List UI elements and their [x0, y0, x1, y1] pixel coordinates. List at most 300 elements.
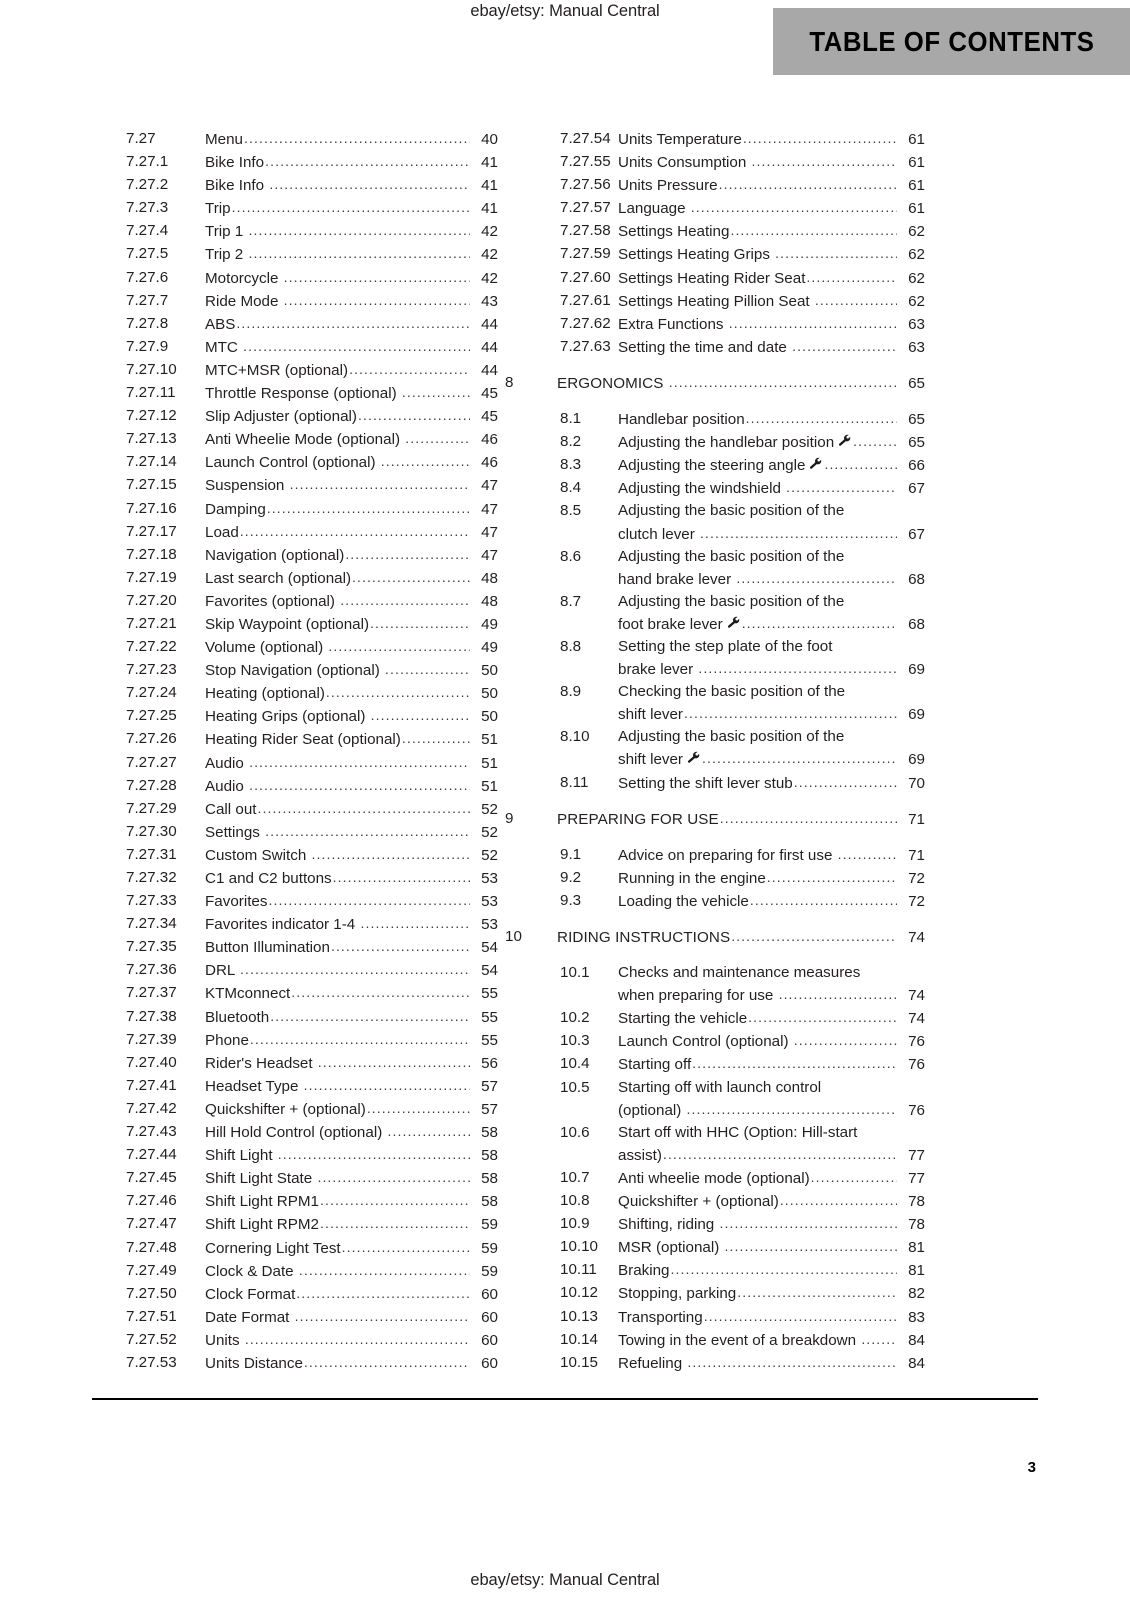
- toc-entry-title-block: [618, 197, 925, 220]
- toc-entry[interactable]: [505, 1306, 925, 1329]
- toc-entry[interactable]: [505, 1213, 925, 1236]
- toc-entry[interactable]: [505, 1053, 925, 1076]
- toc-entry[interactable]: [126, 220, 498, 243]
- toc-entry[interactable]: [126, 1329, 498, 1352]
- wrench-icon: [727, 616, 740, 629]
- leader-dots: [405, 427, 470, 449]
- toc-entry[interactable]: [126, 590, 498, 613]
- toc-entry[interactable]: [505, 867, 925, 890]
- leader-dots: [320, 1212, 470, 1234]
- toc-entry-page: 77: [908, 1169, 925, 1187]
- toc-entry-page: 84: [908, 1331, 925, 1349]
- toc-entry-title: Starting the vehicle: [618, 1010, 748, 1028]
- toc-entry[interactable]: [126, 1213, 498, 1236]
- toc-entry[interactable]: [126, 359, 498, 382]
- toc-entry-title: Quickshifter + (optional): [618, 1193, 779, 1211]
- toc-entry[interactable]: [505, 844, 925, 867]
- toc-entry-title-block: [205, 313, 498, 336]
- toc-column-left: [126, 128, 498, 1375]
- toc-entry-number: 8.7: [560, 592, 582, 610]
- toc-entry-page: 65: [908, 374, 925, 392]
- toc-entry-title: Volume (optional): [205, 639, 328, 657]
- toc-entry-title: Last search (optional): [205, 569, 352, 587]
- toc-entry-page: 69: [908, 751, 925, 769]
- toc-entry-title-block: [618, 1122, 925, 1167]
- toc-entry[interactable]: [126, 613, 498, 636]
- toc-entry-title: shift lever: [618, 706, 683, 724]
- toc-entry[interactable]: [505, 546, 925, 591]
- leader-dots: [698, 657, 897, 679]
- leader-dots: [794, 771, 897, 793]
- toc-entry-page: 57: [481, 1100, 498, 1118]
- toc-entry-title: Slip Adjuster (optional): [205, 408, 357, 426]
- toc-entry[interactable]: [505, 220, 925, 243]
- toc-entry-number: 7.27.49: [126, 1261, 177, 1279]
- toc-entry[interactable]: [505, 1007, 925, 1030]
- toc-entry-title: Bike Info: [205, 154, 265, 172]
- toc-entry[interactable]: [505, 1236, 925, 1259]
- toc-entry-title-block: [618, 290, 925, 313]
- toc-entry[interactable]: [505, 1259, 925, 1282]
- footer-divider: [92, 1398, 1038, 1400]
- leader-dots: [240, 520, 470, 542]
- watermark-header: ebay/etsy: Manual Central: [470, 2, 660, 20]
- toc-entry[interactable]: [126, 1283, 498, 1306]
- toc-entry-title-block: [205, 705, 498, 728]
- toc-entry-number: 7.27.29: [126, 799, 177, 817]
- toc-entry[interactable]: [126, 1237, 498, 1260]
- toc-entry[interactable]: [126, 151, 498, 174]
- toc-entry[interactable]: [126, 636, 498, 659]
- toc-entry-title-block: [618, 1329, 925, 1352]
- leader-dots: [270, 1005, 470, 1027]
- leader-dots: [370, 612, 470, 634]
- toc-entry-number: 10.12: [560, 1284, 599, 1302]
- toc-entry-number: 7.27.62: [560, 314, 611, 332]
- toc-entry-title-block: [205, 636, 498, 659]
- toc-entry[interactable]: [505, 408, 925, 431]
- toc-entry[interactable]: [126, 1306, 498, 1329]
- toc-entry-title-block: [618, 726, 925, 771]
- toc-entry[interactable]: [505, 772, 925, 795]
- toc-entry[interactable]: [126, 982, 498, 1005]
- toc-entry-number: 9.3: [560, 891, 582, 909]
- toc-entry-number: 7.27.19: [126, 568, 177, 586]
- toc-entry-number: 7.27.38: [126, 1007, 177, 1025]
- toc-entry-page: 72: [908, 869, 925, 887]
- toc-entry[interactable]: [126, 659, 498, 682]
- toc-entry-page: 58: [481, 1170, 498, 1188]
- toc-entry-number: 10.13: [560, 1307, 599, 1325]
- leader-dots: [792, 335, 897, 357]
- wrench-icon: [687, 751, 700, 764]
- toc-entry[interactable]: [126, 867, 498, 890]
- toc-entry[interactable]: [126, 128, 498, 151]
- toc-entry[interactable]: [505, 1329, 925, 1352]
- toc-entry[interactable]: [126, 451, 498, 474]
- toc-entry-title-block: [618, 243, 925, 266]
- leader-dots: [719, 173, 897, 195]
- toc-entry-title: Extra Functions: [618, 315, 728, 333]
- toc-entry[interactable]: [126, 1144, 498, 1167]
- toc-entry-title: Favorites indicator 1-4: [205, 916, 360, 934]
- toc-entry-title: Button Illumination: [205, 939, 330, 957]
- toc-entry[interactable]: [505, 1077, 925, 1122]
- toc-entry[interactable]: [505, 1167, 925, 1190]
- leader-dots: [743, 127, 897, 149]
- toc-entry[interactable]: [505, 431, 925, 454]
- toc-entry[interactable]: [126, 959, 498, 982]
- toc-entry-title: Trip 2: [205, 246, 248, 264]
- toc-entry-title-block: [205, 936, 498, 959]
- toc-entry[interactable]: [126, 798, 498, 821]
- leader-dots: [736, 567, 897, 589]
- toc-entry[interactable]: [505, 636, 925, 681]
- toc-entry[interactable]: [505, 726, 925, 771]
- toc-entry-number: 7.27.8: [126, 314, 169, 332]
- watermark-footer: ebay/etsy: Manual Central: [470, 1571, 660, 1589]
- leader-dots: [387, 1120, 470, 1142]
- toc-entry-page: 48: [481, 592, 498, 610]
- toc-entry[interactable]: [126, 821, 498, 844]
- toc-entry-number: 9.1: [560, 845, 582, 863]
- toc-entry-title: Quickshifter + (optional): [205, 1100, 366, 1118]
- leader-dots: [349, 358, 470, 380]
- toc-entry-page: 51: [481, 754, 498, 772]
- toc-entry[interactable]: [126, 521, 498, 544]
- toc-entry-number: 7.27.11: [126, 384, 176, 402]
- toc-entry[interactable]: [505, 454, 925, 477]
- toc-entry[interactable]: [126, 775, 498, 798]
- toc-entry[interactable]: [505, 1122, 925, 1167]
- toc-entry-title-block: [205, 959, 498, 982]
- toc-entry-title-block: [205, 382, 498, 405]
- toc-entry-title: Navigation (optional): [205, 546, 345, 564]
- toc-entry-title: Cornering Light Test: [205, 1239, 341, 1257]
- toc-entry[interactable]: [126, 267, 498, 290]
- toc-entry-number: 7.27.42: [126, 1099, 177, 1117]
- toc-entry-title-block: [205, 844, 498, 867]
- toc-entry-title-block: [205, 544, 498, 567]
- toc-entry-title-block: [205, 428, 498, 451]
- toc-entry[interactable]: [505, 336, 925, 359]
- toc-entry-title-block: [205, 1190, 498, 1213]
- toc-entry-page: 50: [481, 685, 498, 703]
- toc-entry-number: 8.9: [560, 683, 582, 701]
- toc-entry[interactable]: [505, 1030, 925, 1053]
- toc-entry-number: 7.27.53: [126, 1353, 177, 1371]
- toc-entry[interactable]: [126, 1352, 498, 1375]
- toc-entry-title-block: [618, 174, 925, 197]
- leader-dots: [385, 658, 470, 680]
- toc-entry[interactable]: [505, 477, 925, 500]
- toc-entry-title: Anti wheelie mode (optional): [618, 1169, 810, 1187]
- toc-entry-title-block: [205, 290, 498, 313]
- leader-dots: [748, 1006, 897, 1028]
- toc-entry-page: 67: [908, 480, 925, 498]
- toc-entry-title: Launch Control (optional): [205, 454, 380, 472]
- toc-entry-title: hand brake lever: [618, 570, 736, 588]
- toc-entry-page: 77: [908, 1146, 925, 1164]
- leader-dots: [750, 889, 897, 911]
- toc-entry-page: 62: [908, 269, 925, 287]
- toc-entry-title-block: [205, 775, 498, 798]
- toc-entry-title-block: [205, 267, 498, 290]
- toc-entry[interactable]: [505, 243, 925, 266]
- toc-entry-title: Adjusting the basic position of the: [618, 592, 845, 610]
- toc-entry-number: 7.27.13: [126, 430, 177, 448]
- leader-dots: [250, 1028, 470, 1050]
- toc-entry[interactable]: [505, 290, 925, 313]
- leader-dots: [702, 747, 897, 769]
- toc-entry[interactable]: [505, 808, 925, 831]
- toc-entry-title: Towing in the event of a breakdown: [618, 1331, 861, 1349]
- leader-dots: [284, 266, 470, 288]
- toc-entry[interactable]: [126, 1075, 498, 1098]
- toc-entry-number: 7.27.3: [126, 199, 169, 217]
- toc-entry-page: 51: [481, 777, 498, 795]
- toc-entry-title: Units: [205, 1331, 244, 1349]
- leader-dots: [687, 1351, 897, 1373]
- leader-dots: [326, 681, 470, 703]
- leader-dots: [367, 1097, 470, 1119]
- toc-entry[interactable]: [126, 936, 498, 959]
- toc-entry-number: 7.27.56: [560, 176, 611, 194]
- toc-entry[interactable]: [505, 174, 925, 197]
- toc-entry-page: 53: [481, 916, 498, 934]
- toc-entry-number: 8.1: [560, 410, 582, 428]
- leader-dots: [267, 497, 470, 519]
- toc-entry-number: 7.27.23: [126, 661, 177, 679]
- toc-entry-number: 7.27.1: [126, 153, 169, 171]
- toc-entry-title: Menu: [205, 131, 243, 148]
- toc-entry[interactable]: [505, 197, 925, 220]
- toc-entry[interactable]: [126, 1121, 498, 1144]
- toc-entry-number: 7.27.17: [126, 522, 177, 540]
- toc-entry-title: Shifting, riding: [618, 1216, 719, 1234]
- toc-entry-page: 47: [481, 477, 498, 495]
- toc-entry[interactable]: [505, 313, 925, 336]
- toc-entry-title-block: [618, 546, 925, 591]
- toc-entry-title-block: [618, 500, 925, 545]
- toc-entry[interactable]: [126, 913, 498, 936]
- toc-entry[interactable]: [126, 1190, 498, 1213]
- toc-entry-number: 8.11: [560, 773, 589, 791]
- toc-entry-page: 43: [481, 292, 498, 310]
- toc-entry-page: 60: [481, 1331, 498, 1349]
- toc-entry-number: 7.27.4: [126, 222, 169, 240]
- toc-entry[interactable]: [126, 682, 498, 705]
- toc-entry[interactable]: [126, 752, 498, 775]
- toc-entry[interactable]: [505, 926, 925, 949]
- toc-entry[interactable]: [505, 1190, 925, 1213]
- toc-entry-title: Audio: [205, 754, 249, 772]
- toc-entry[interactable]: [126, 428, 498, 451]
- toc-entry[interactable]: [126, 1006, 498, 1029]
- toc-entry-number: 9.2: [560, 868, 582, 886]
- toc-entry[interactable]: [126, 498, 498, 521]
- toc-entry-title-block: [205, 659, 498, 682]
- toc-entry[interactable]: [126, 1167, 498, 1190]
- toc-entry-page: 58: [481, 1147, 498, 1165]
- toc-entry-page: 76: [908, 1056, 925, 1074]
- leader-dots: [779, 983, 897, 1005]
- toc-entry-page: 54: [481, 939, 498, 957]
- toc-entry[interactable]: [505, 681, 925, 726]
- toc-entry-title: Adjusting the basic position of the: [618, 547, 845, 565]
- toc-entry-title: Checking the basic position of the: [618, 683, 846, 701]
- toc-entry-number: 7.27.15: [126, 476, 177, 494]
- toc-entry-title-block: [205, 128, 498, 151]
- toc-entry-title: Date Format: [205, 1308, 294, 1326]
- toc-entry-title: Language: [618, 200, 690, 218]
- leader-dots: [775, 242, 897, 264]
- toc-entry-title-block: [618, 431, 925, 454]
- toc-entry[interactable]: [505, 591, 925, 636]
- toc-entry[interactable]: [505, 890, 925, 913]
- leader-dots: [381, 450, 470, 472]
- leader-dots: [304, 1351, 470, 1373]
- toc-entry-title: Setting the shift lever stub: [618, 774, 793, 792]
- toc-entry[interactable]: [126, 844, 498, 867]
- toc-entry[interactable]: [505, 128, 925, 151]
- toc-entry[interactable]: [126, 1029, 498, 1052]
- toc-entry-title-block: [205, 1237, 498, 1260]
- leader-dots: [704, 1305, 897, 1327]
- toc-entry-number: 7.27.16: [126, 499, 177, 517]
- toc-entry-title: Starting off: [618, 1056, 692, 1074]
- toc-entry-number: 7.27.40: [126, 1053, 177, 1071]
- toc-entry-page: 60: [481, 1285, 498, 1303]
- leader-dots: [691, 196, 897, 218]
- toc-entry[interactable]: [126, 728, 498, 751]
- toc-entry-title: RIDING INSTRUCTIONS: [557, 929, 731, 946]
- toc-entry-page: 44: [481, 315, 498, 333]
- toc-entry-title: Shift Light RPM2: [205, 1216, 319, 1234]
- leader-dots: [720, 807, 897, 829]
- toc-entry-number: 10.15: [560, 1353, 599, 1371]
- leader-dots: [295, 1305, 470, 1327]
- toc-entry[interactable]: [126, 197, 498, 220]
- toc-entry[interactable]: [126, 290, 498, 313]
- toc-entry-title-block: [618, 1306, 925, 1329]
- toc-entry[interactable]: [126, 336, 498, 359]
- toc-entry[interactable]: [126, 474, 498, 497]
- leader-dots: [684, 702, 897, 724]
- toc-entry-number: 8.10: [560, 728, 590, 746]
- toc-entry-title-block: [205, 1352, 498, 1375]
- toc-entry-number: 7.27.51: [126, 1307, 177, 1325]
- toc-entry-title: Adjusting the steering angle: [618, 457, 806, 475]
- toc-entry-title: Headset Type: [205, 1077, 303, 1095]
- leader-dots: [752, 150, 897, 172]
- toc-entry[interactable]: [126, 1052, 498, 1075]
- toc-entry-page: 65: [908, 411, 925, 429]
- toc-entry[interactable]: [505, 1352, 925, 1375]
- toc-entry-title: Skip Waypoint (optional): [205, 615, 370, 633]
- toc-entry[interactable]: [126, 313, 498, 336]
- toc-entry-title: Stopping, parking: [618, 1285, 737, 1303]
- toc-entry[interactable]: [126, 405, 498, 428]
- toc-entry-page: 78: [908, 1216, 925, 1234]
- toc-entry-title-block: [205, 405, 498, 428]
- toc-entry-title: shift lever: [618, 751, 683, 769]
- toc-entry-number: 7.27.30: [126, 822, 177, 840]
- toc-entry-number: 10.8: [560, 1192, 590, 1210]
- toc-entry[interactable]: [126, 1098, 498, 1121]
- leader-dots: [342, 1236, 470, 1258]
- toc-entry-title-block: [205, 890, 498, 913]
- toc-entry[interactable]: [126, 567, 498, 590]
- leader-dots: [360, 912, 470, 934]
- toc-entry-title: Heating Grips (optional): [205, 708, 370, 726]
- toc-entry-number: 10.1: [560, 964, 590, 982]
- toc-entry-title-block: [205, 798, 498, 821]
- toc-entry-page: 47: [481, 500, 498, 518]
- leader-dots: [265, 150, 470, 172]
- toc-entry-title: Shift Light: [205, 1147, 277, 1165]
- toc-entry-title-block: [205, 752, 498, 775]
- leader-dots: [737, 1281, 897, 1303]
- toc-entry[interactable]: [505, 962, 925, 1007]
- toc-entry[interactable]: [126, 382, 498, 405]
- toc-entry[interactable]: [505, 500, 925, 545]
- toc-entry[interactable]: [505, 372, 925, 395]
- toc-entry-number: 7.27.43: [126, 1123, 177, 1141]
- toc-entry[interactable]: [126, 890, 498, 913]
- toc-entry[interactable]: [505, 151, 925, 174]
- toc-entry-title: Favorites (optional): [205, 592, 340, 610]
- toc-entry-title: Damping: [205, 500, 266, 518]
- toc-entry-page: 58: [481, 1193, 498, 1211]
- toc-entry-title: Stop Navigation (optional): [205, 662, 384, 680]
- toc-entry-page: 42: [481, 223, 498, 241]
- toc-entry-title-block: [618, 1352, 925, 1375]
- toc-entry-title: Loading the vehicle: [618, 892, 749, 910]
- toc-entry[interactable]: [126, 705, 498, 728]
- toc-entry-title: Settings Heating Pillion Seat: [618, 292, 814, 310]
- toc-entry-title: Transporting: [618, 1308, 703, 1326]
- leader-dots: [278, 1143, 470, 1165]
- toc-entry-title-block: [205, 336, 498, 359]
- toc-entry[interactable]: [126, 544, 498, 567]
- toc-entry-title: Load: [205, 523, 239, 541]
- toc-entry-title-block: [618, 1030, 925, 1053]
- toc-entry-number: 7.27.27: [126, 753, 177, 771]
- toc-entry[interactable]: [126, 243, 498, 266]
- toc-entry-title-block: [557, 372, 925, 395]
- toc-entry-number: 7.27.36: [126, 961, 177, 979]
- toc-entry-page: 55: [481, 1008, 498, 1026]
- toc-entry[interactable]: [126, 174, 498, 197]
- toc-entry-page: 72: [908, 892, 925, 910]
- toc-entry-title-block: [205, 1329, 498, 1352]
- toc-entry[interactable]: [505, 1282, 925, 1305]
- toc-entry-title: C1 and C2 buttons: [205, 870, 332, 887]
- leader-dots: [402, 727, 470, 749]
- toc-entry-title-block: [618, 1259, 925, 1282]
- toc-entry-title-block: [205, 197, 498, 220]
- toc-entry-title: Adjusting the basic position of the: [618, 502, 845, 520]
- toc-entry[interactable]: [126, 1260, 498, 1283]
- toc-entry-page: 55: [481, 1031, 498, 1049]
- toc-entry-number: 7.27.28: [126, 776, 177, 794]
- toc-entry-title: Refueling: [618, 1354, 687, 1372]
- leader-dots: [296, 1282, 470, 1304]
- leader-dots: [240, 958, 470, 980]
- toc-entry[interactable]: [505, 267, 925, 290]
- toc-entry-title-block: [205, 174, 498, 197]
